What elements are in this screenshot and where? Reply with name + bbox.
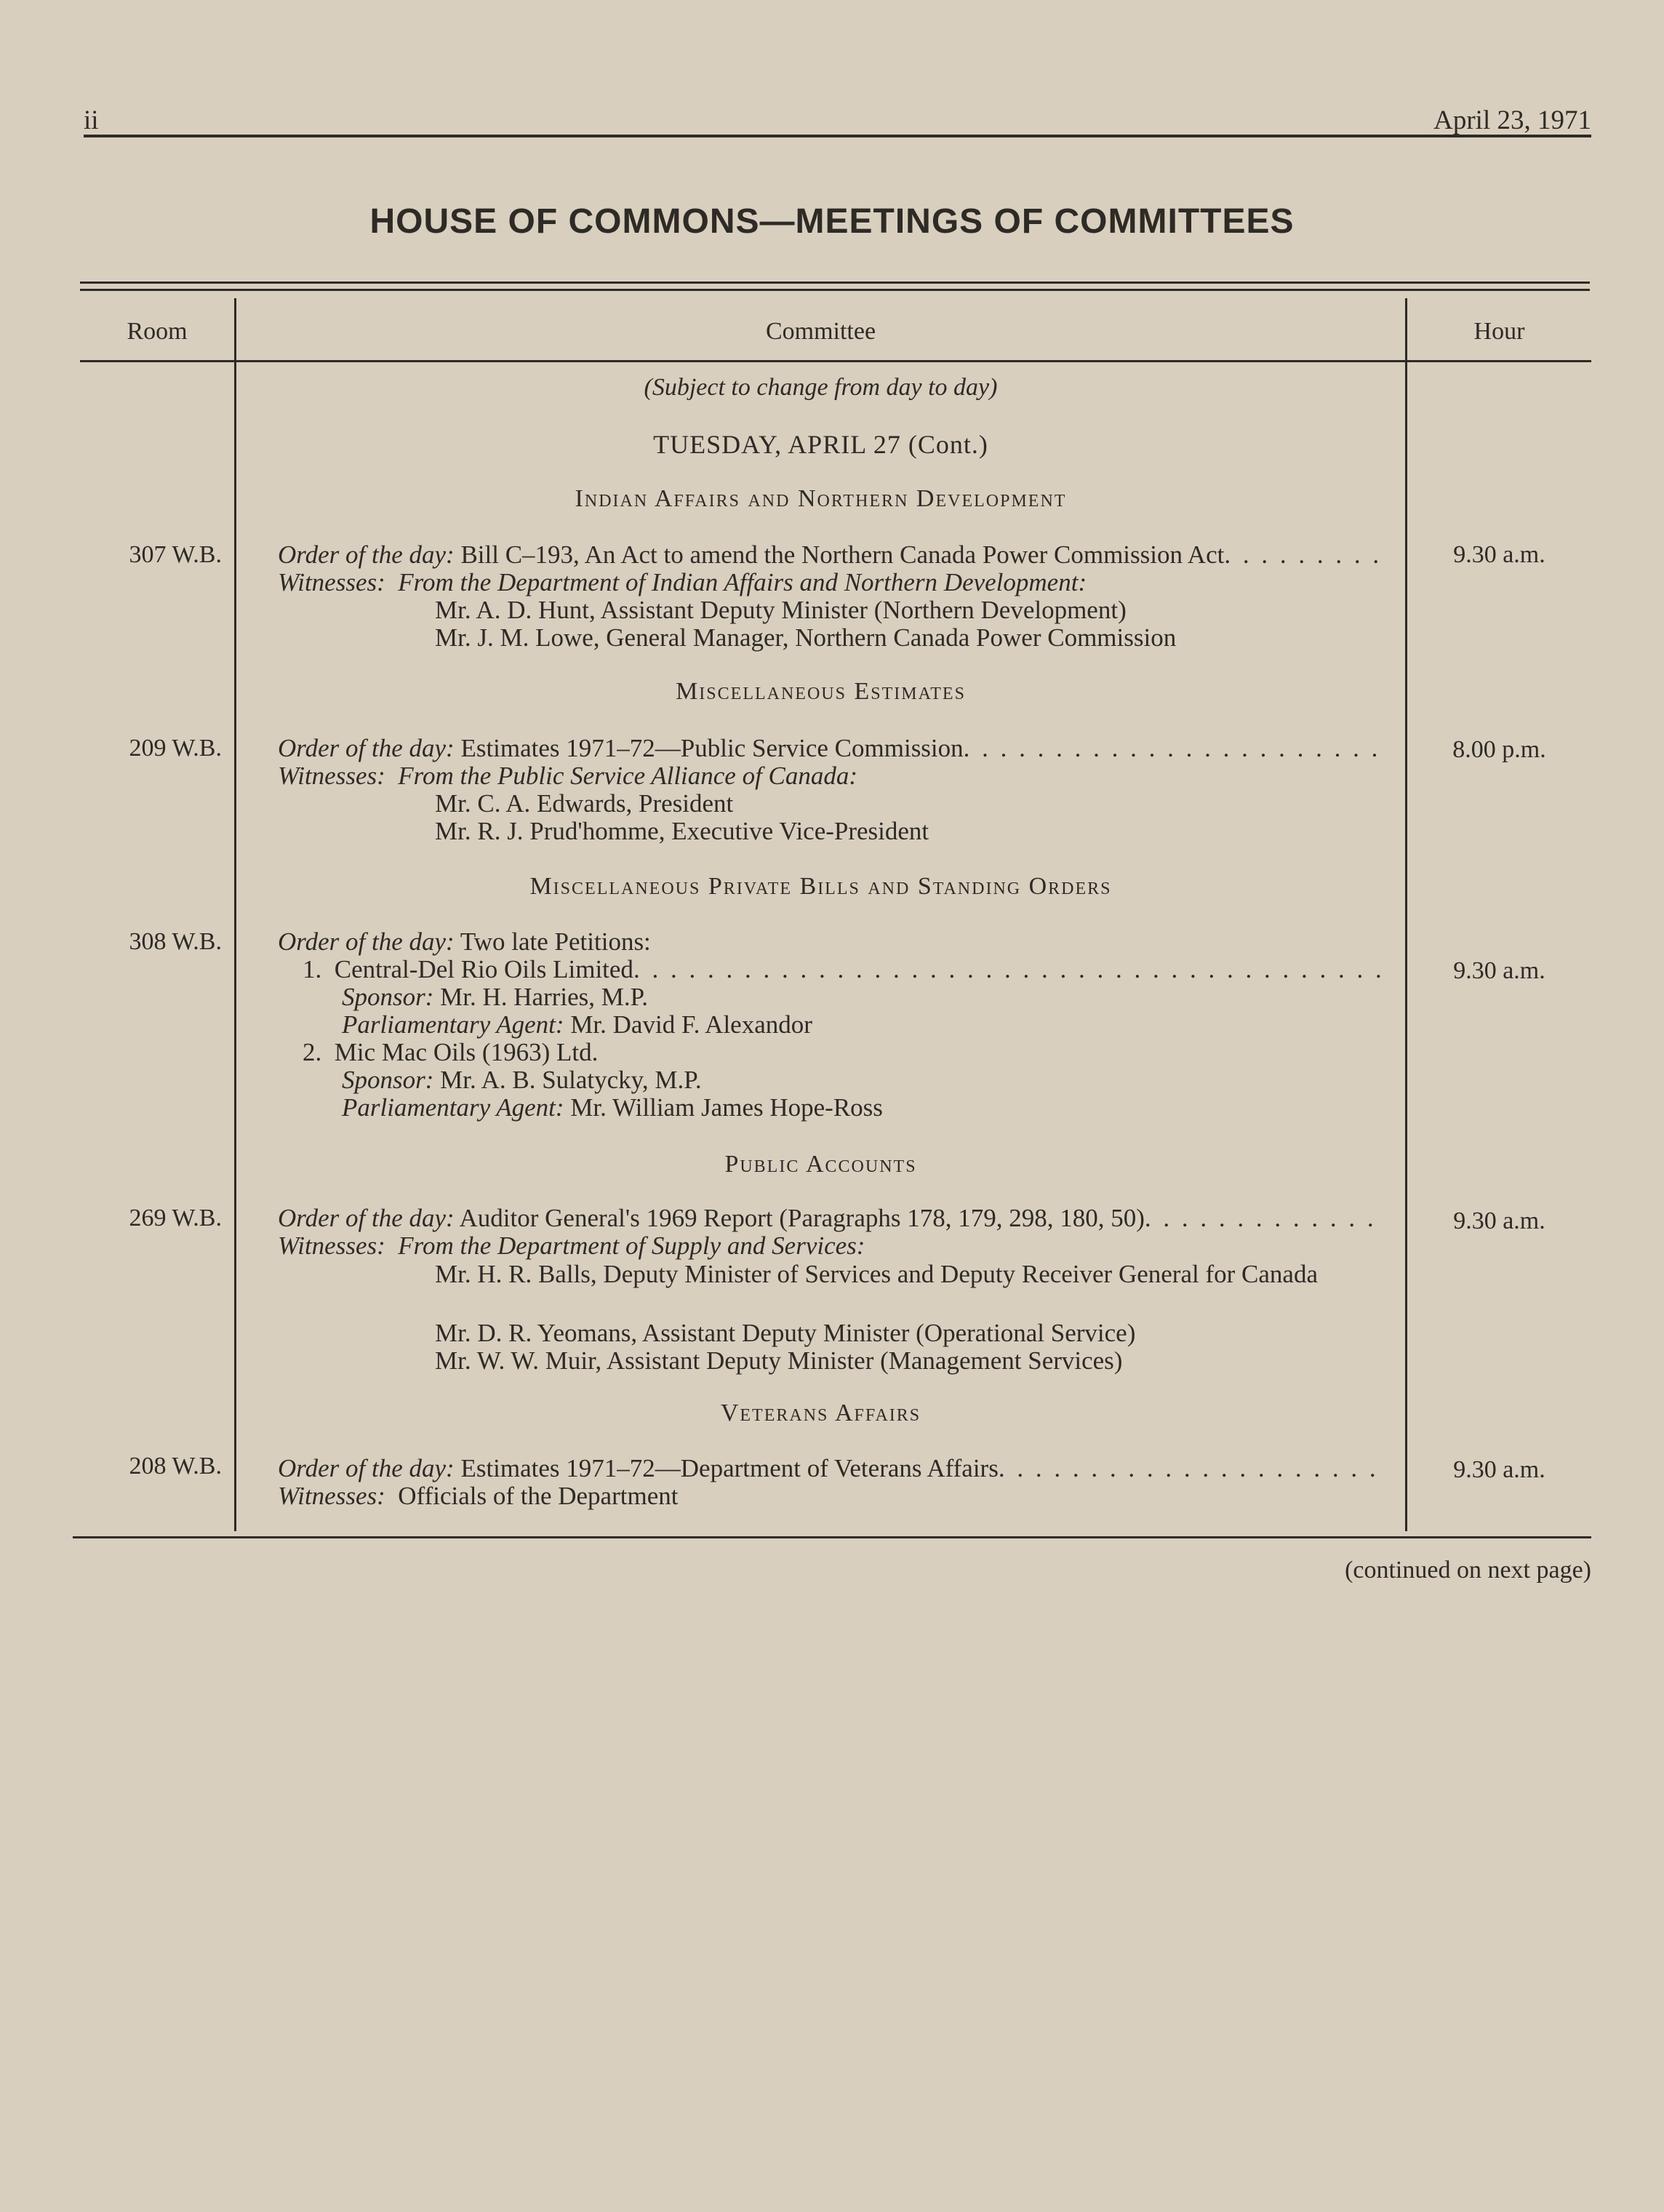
continued-note: (continued on next page) — [1345, 1557, 1591, 1584]
sponsor-label: Sponsor: — [342, 983, 434, 1011]
room-cell: 209 W.B. — [129, 735, 222, 762]
order-label: Order of the day: — [278, 927, 455, 956]
hour-cell: 9.30 a.m. — [1453, 541, 1545, 568]
column-header-committee: Committee — [765, 318, 876, 345]
agent-name: Mr. William James Hope-Ross — [570, 1093, 883, 1122]
witness-item: Mr. J. M. Lowe, General Manager, Northern Canada Power Commission — [435, 623, 1177, 652]
header-underline-committee — [236, 360, 1405, 362]
petition-sponsor — [342, 1066, 1451, 1094]
order-line — [278, 735, 1387, 762]
order-line — [278, 541, 1387, 569]
petition-title: Mic Mac Oils (1963) Ltd. — [334, 1038, 599, 1066]
room-cell: 208 W.B. — [129, 1453, 222, 1480]
section-title: Miscellaneous Estimates — [676, 678, 966, 705]
witness-item: Mr. H. R. Balls, Deputy Minister of Services and Deputy Receiver General for Canada — [435, 1260, 1318, 1288]
page-number: ii — [84, 105, 99, 135]
witness-item: Mr. C. A. Edwards, President — [435, 789, 734, 818]
agent-name: Mr. David F. Alexandor — [570, 1010, 812, 1039]
order-text: Estimates 1971–72—Public Service Commission — [460, 734, 964, 762]
petition-title-line — [303, 1039, 1412, 1066]
witness-item: Mr. R. J. Prud'homme, Executive Vice-President — [435, 817, 929, 845]
witness-item: Mr. W. W. Muir, Assistant Deputy Minister (Management Services) — [435, 1346, 1123, 1375]
witness-item: Mr. A. D. Hunt, Assistant Deputy Minister (Northern Development) — [435, 596, 1127, 624]
order-line — [278, 1205, 1387, 1232]
order-label: Order of the day: — [278, 734, 455, 762]
order-label: Order of the day: — [278, 540, 455, 569]
page-title: HOUSE OF COMMONS—MEETINGS OF COMMITTEES — [369, 202, 1295, 241]
hour-cell: 9.30 a.m. — [1453, 1456, 1545, 1483]
subject-note: (Subject to change from day to day) — [644, 374, 998, 401]
witnesses-from: From the Department of Supply and Services: — [398, 1231, 865, 1260]
witnesses-line — [278, 569, 1387, 596]
order-text: Auditor General's 1969 Report (Paragraphs 178, 179, 298, 180, 50) — [459, 1204, 1145, 1232]
header-rule — [84, 135, 1591, 137]
column-header-hour: Hour — [1473, 318, 1525, 345]
leader-dots — [964, 735, 1387, 762]
column-header-room: Room — [127, 318, 188, 345]
petition-sponsor — [342, 983, 1451, 1011]
order-text: Estimates 1971–72—Department of Veterans Affairs — [460, 1454, 999, 1482]
leader-dots — [1145, 1205, 1387, 1232]
order-label: Order of the day: — [278, 1454, 455, 1482]
section-title: Indian Affairs and Northern Development — [575, 485, 1067, 512]
order-line — [278, 928, 1387, 956]
sponsor-label: Sponsor: — [342, 1066, 434, 1094]
witnesses-label: Witnesses: — [278, 762, 385, 790]
leader-dots — [1224, 541, 1387, 569]
agent-label: Parliamentary Agent: — [342, 1010, 564, 1039]
order-text: Two late Petitions: — [460, 927, 651, 956]
section-title: Veterans Affairs — [720, 1400, 921, 1426]
order-text: Bill C–193, An Act to amend the Northern Canada Power Commission Act — [460, 540, 1225, 569]
petition-number — [303, 956, 1387, 983]
table-column-divider-left — [234, 298, 236, 1531]
day-heading: TUESDAY, APRIL 27 (Cont.) — [653, 430, 988, 459]
room-cell: 307 W.B. — [129, 541, 222, 568]
section-title: Public Accounts — [724, 1151, 917, 1178]
order-label: Order of the day: — [278, 1204, 455, 1232]
witnesses-label: Witnesses: — [278, 1482, 385, 1510]
petition-agent — [342, 1011, 1451, 1039]
petition-agent — [342, 1094, 1451, 1122]
section-title: Miscellaneous Private Bills and Standing Orders — [529, 873, 1112, 900]
witnesses-line — [278, 1482, 1387, 1510]
room-cell: 269 W.B. — [129, 1205, 222, 1231]
agent-label: Parliamentary Agent: — [342, 1093, 564, 1122]
title-double-rule — [80, 282, 1590, 291]
petition-num: 2. — [303, 1038, 322, 1066]
witnesses-text: Officials of the Department — [398, 1482, 679, 1510]
leader-dots — [999, 1455, 1387, 1482]
room-cell: 308 W.B. — [129, 928, 222, 955]
header-underline-room — [80, 360, 234, 362]
witnesses-from: From the Department of Indian Affairs and Northern Development: — [398, 568, 1087, 596]
witnesses-line — [278, 1232, 1387, 1260]
table-bottom-rule — [73, 1536, 1591, 1538]
petition-title-line — [303, 956, 1387, 983]
leader-dots — [633, 956, 1387, 983]
sponsor-name: Mr. A. B. Sulatycky, M.P. — [440, 1066, 702, 1094]
petition-num: 1. — [303, 955, 322, 983]
witnesses-from: From the Public Service Alliance of Canada: — [398, 762, 858, 790]
sponsor-name: Mr. H. Harries, M.P. — [440, 983, 648, 1011]
hour-cell: 9.30 a.m. — [1453, 1207, 1545, 1234]
witnesses-label: Witnesses: — [278, 568, 385, 596]
hour-cell: 9.30 a.m. — [1453, 957, 1545, 984]
hour-cell: 8.00 p.m. — [1452, 736, 1546, 763]
order-line — [278, 1455, 1387, 1482]
page-date: April 23, 1971 — [1433, 105, 1591, 135]
header-underline-hour — [1407, 360, 1591, 362]
witnesses-label: Witnesses: — [278, 1231, 385, 1260]
witness-item: Mr. D. R. Yeomans, Assistant Deputy Minister (Operational Service) — [435, 1319, 1136, 1347]
petition-title: Central-Del Rio Oils Limited — [334, 955, 633, 983]
witnesses-line — [278, 762, 1387, 790]
